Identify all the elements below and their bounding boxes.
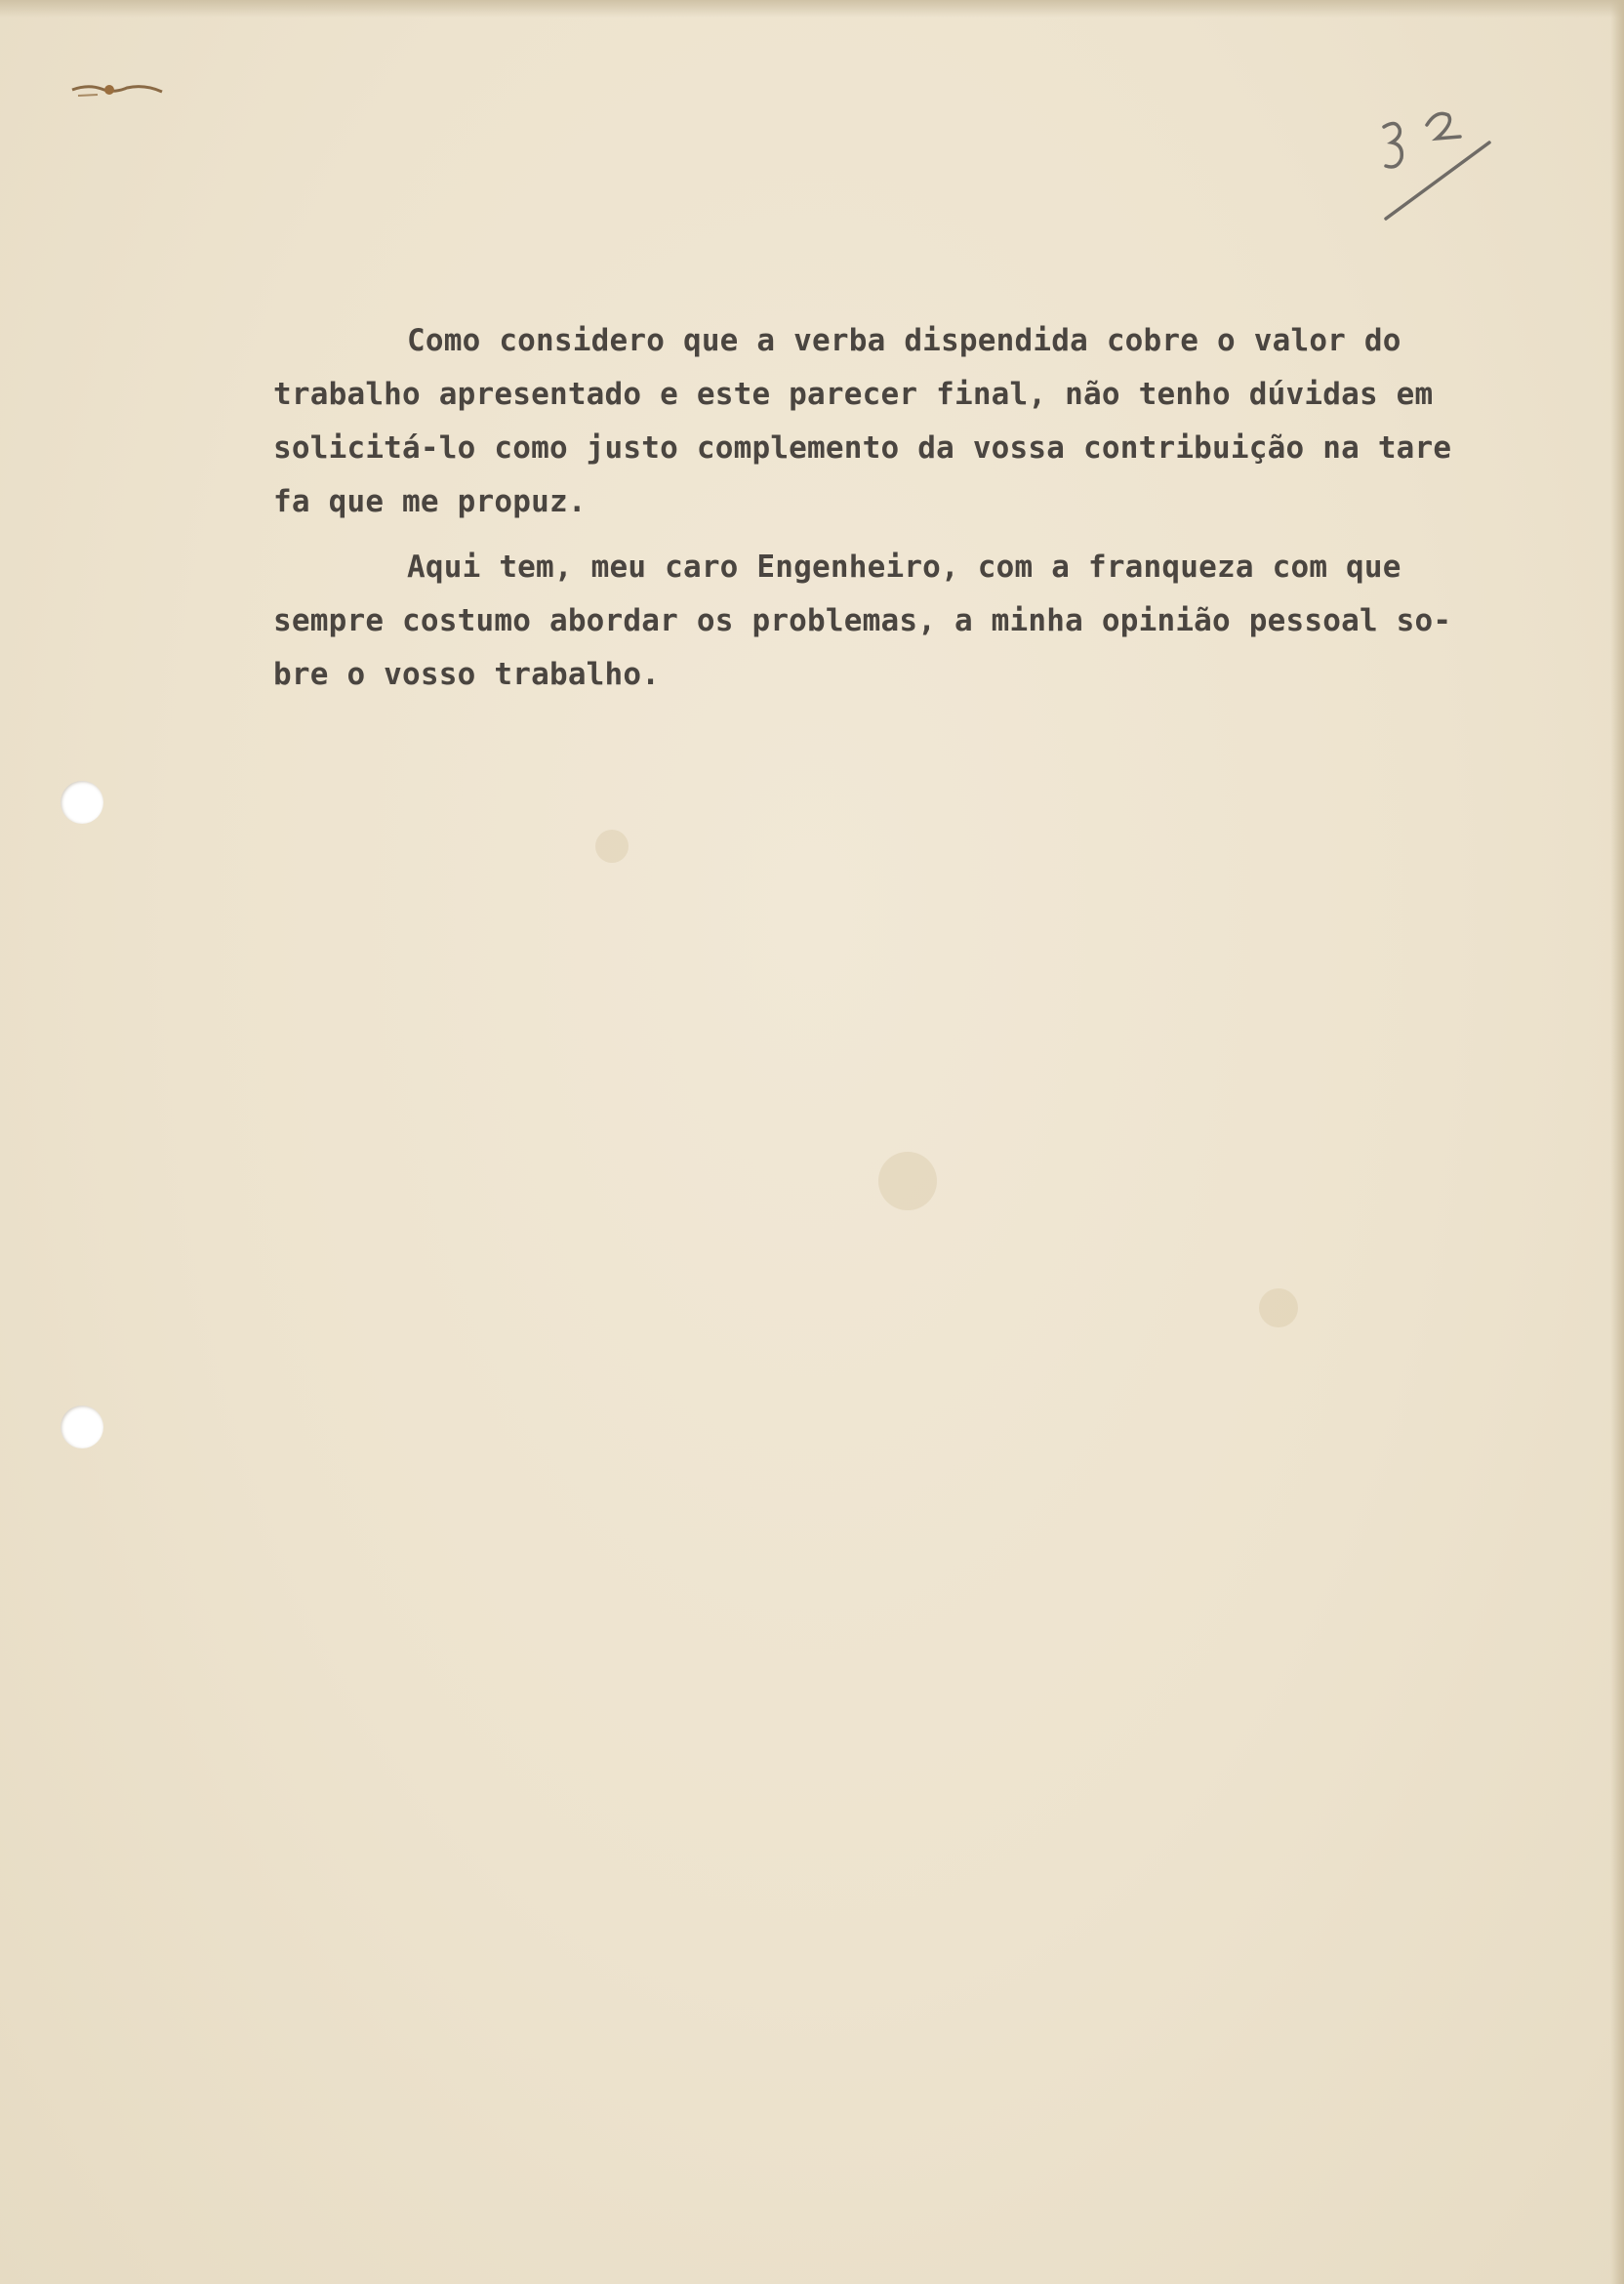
paper-stain xyxy=(1259,1288,1298,1327)
paper-right-edge xyxy=(1610,0,1624,2284)
text-line: Aqui tem, meu caro Engenheiro, com a franqueza com que xyxy=(407,550,1401,585)
paper-stain xyxy=(878,1152,937,1210)
letter-body xyxy=(273,314,1513,702)
paragraph-2 xyxy=(273,541,1513,702)
punch-hole xyxy=(61,781,103,824)
handwritten-folio-number xyxy=(1366,98,1513,224)
text-line: bre o vosso trabalho. xyxy=(273,657,661,692)
text-line: trabalho apresentado e este parecer final, não tenho dúvidas em xyxy=(273,377,1434,412)
text-line: sempre costumo abordar os problemas, a minha opinião pessoal so- xyxy=(273,603,1452,638)
text-line: solicitá-lo como justo complemento da vossa contribuição na tare xyxy=(273,430,1452,466)
text-line: Como considero que a verba dispendida cobre o valor do xyxy=(407,323,1401,358)
staple-mark-icon xyxy=(68,80,166,103)
paper-stain xyxy=(595,830,629,863)
paper-top-edge xyxy=(0,0,1624,18)
paragraph-1 xyxy=(273,314,1513,529)
text-line: fa que me propuz. xyxy=(273,484,587,519)
punch-hole xyxy=(61,1406,103,1448)
